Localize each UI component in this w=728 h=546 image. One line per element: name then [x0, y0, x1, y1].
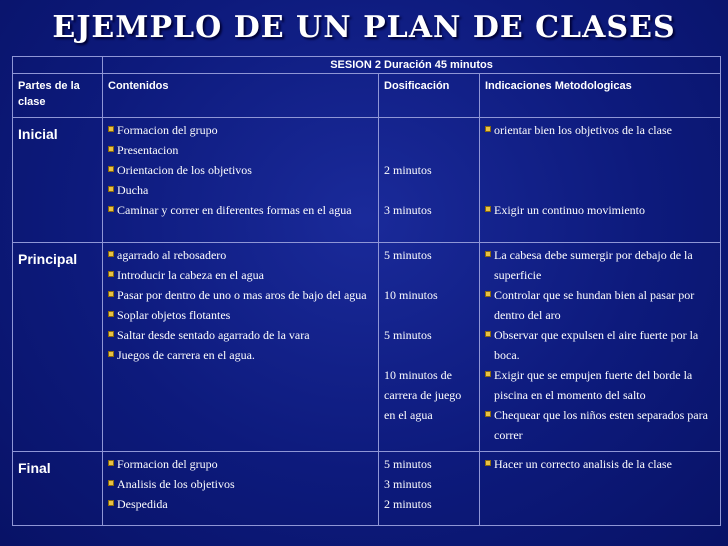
table-row	[13, 242, 721, 451]
header-dosage: Dosificación	[379, 74, 480, 118]
contents-cell	[103, 242, 379, 451]
dosage-value: 2 minutos	[384, 496, 432, 511]
dosage-value: 5 minutos	[384, 247, 432, 262]
part-label: Inicial	[13, 118, 103, 242]
method-cell	[480, 451, 721, 525]
header-parts: Partes de la clase	[13, 74, 103, 118]
dosage-value: 5 minutos	[384, 327, 432, 342]
list-item: Hacer un correcto analisis de la clase	[485, 454, 715, 474]
method-cell	[480, 118, 721, 242]
list-item: Presentacion	[108, 140, 373, 160]
session-header: SESION 2 Duración 45 minutos	[103, 57, 721, 74]
contents-cell	[103, 451, 379, 525]
lesson-plan-table	[12, 56, 721, 526]
page-title: EJEMPLO DE UN PLAN DE CLASES	[52, 10, 676, 45]
list-item: Caminar y correr en diferentes formas en el agua	[108, 200, 373, 220]
list-item: Juegos de carrera en el agua.	[108, 345, 373, 365]
dosage-cell	[379, 118, 480, 242]
list-item: La cabesa debe sumergir por debajo de la superficie	[485, 245, 715, 285]
list-item: Chequear que los niños esten separados para correr	[485, 405, 715, 445]
list-item: orientar bien los objetivos de la clase	[485, 120, 715, 140]
list-item: Analisis de los objetivos	[108, 474, 373, 494]
header-contents: Contenidos	[103, 74, 379, 118]
dosage-value: 2 minutos	[384, 163, 432, 178]
table-row	[13, 118, 721, 242]
list-item: Despedida	[108, 494, 373, 514]
dosage-value: 5 minutos	[384, 456, 432, 471]
list-item: Formacion del grupo	[108, 120, 373, 140]
dosage-cell	[379, 451, 480, 525]
list-item: Observar que expulsen el aire fuerte por la boca.	[485, 325, 715, 365]
list-item: Saltar desde sentado agarrado de la vara	[108, 325, 373, 345]
list-item: Exigir un continuo movimiento	[485, 200, 715, 220]
dosage-cell	[379, 242, 480, 451]
dosage-value: 10 minutos de carrera de juego en el agua	[384, 367, 462, 422]
list-item: Ducha	[108, 180, 373, 200]
list-item: Pasar por dentro de uno o mas aros de bajo del agua	[108, 285, 373, 305]
list-item: agarrado al rebosadero	[108, 245, 373, 265]
dosage-value: 3 minutos	[384, 476, 432, 491]
dosage-value: 10 minutos	[384, 287, 438, 302]
dosage-value: 3 minutos	[384, 203, 432, 218]
list-item: Soplar objetos flotantes	[108, 305, 373, 325]
list-item: Orientacion de los objetivos	[108, 160, 373, 180]
list-item: Exigir que se empujen fuerte del borde la piscina en el momento del salto	[485, 365, 715, 405]
list-item: Introducir la cabeza en el agua	[108, 265, 373, 285]
list-item: Controlar que se hundan bien al pasar por dentro del aro	[485, 285, 715, 325]
header-method: Indicaciones Metodologicas	[480, 74, 721, 118]
part-label: Principal	[13, 242, 103, 451]
list-item: Formacion del grupo	[108, 454, 373, 474]
method-cell	[480, 242, 721, 451]
part-label: Final	[13, 451, 103, 525]
contents-cell	[103, 118, 379, 242]
table-row	[13, 451, 721, 525]
